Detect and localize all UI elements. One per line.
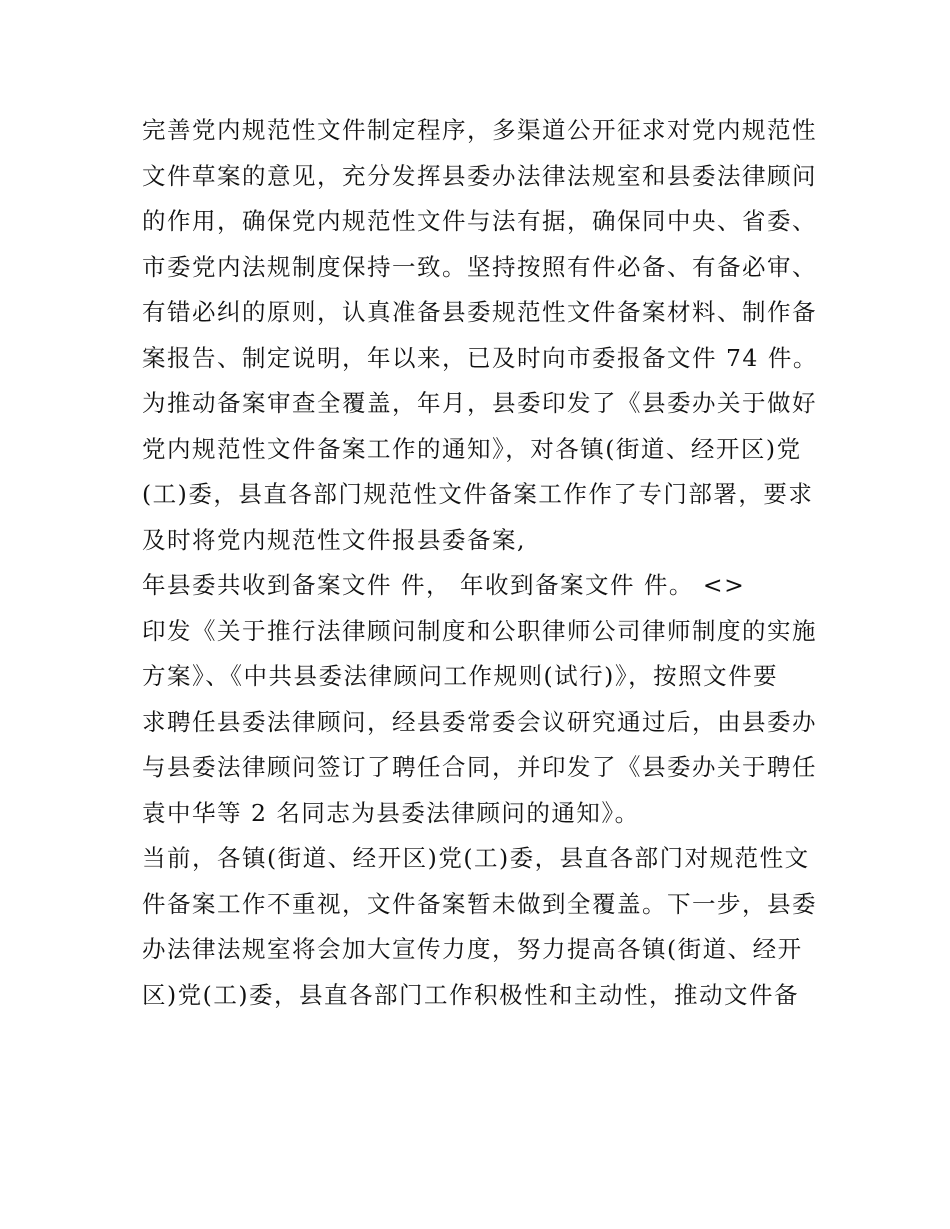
text-line: 有错必纠的原则，认真准备县委规范性文件备案材料、制作备	[142, 298, 817, 326]
text-line: 办法律法规室将会加大宣传力度，努力提高各镇(街道、经开	[142, 935, 803, 963]
text-line: 党内规范性文件备案工作的通知》，对各镇(街道、经开区)党	[142, 434, 802, 463]
text-line: 市委党内法规制度保持一致。坚持按照有件必备、有备必审、	[142, 252, 817, 281]
text-line: 与县委法律顾问签订了聘任合同，并印发了《县委办关于聘任	[142, 753, 817, 781]
text-line: 的作用，确保党内规范性文件与法有据，确保同中央、省委、	[142, 207, 817, 235]
body-text	[142, 108, 822, 1018]
text-line: 区)党(工)委，县直各部门工作积极性和主动性，推动文件备	[142, 980, 800, 1009]
text-line: (工)委，县直各部门规范性文件备案工作作了专门部署，要求	[142, 480, 814, 508]
text-line: 案报告、制定说明，年以来，已及时向市委报备文件 74 件。	[142, 343, 818, 372]
text-line: 为推动备案审查全覆盖，年月，县委印发了《县委办关于做好	[142, 389, 817, 417]
text-line: 当前，各镇(街道、经开区)党(工)委，县直各部门对规范性文	[142, 844, 810, 872]
text-line: 及时将党内规范性文件报县委备案,	[142, 525, 526, 554]
text-line: 袁中华等 2 名同志为县委法律顾问的通知》。	[142, 798, 640, 827]
text-line: 文件草案的意见，充分发挥县委办法律法规室和县委法律顾问	[142, 161, 817, 190]
text-line: 印发《关于推行法律顾问制度和公职律师公司律师制度的实施	[142, 616, 817, 645]
text-line: 年县委共收到备案文件 件， 年收到备案文件 件。 <>	[142, 571, 746, 599]
text-line: 完善党内规范性文件制定程序，多渠道公开征求对党内规范性	[142, 116, 817, 144]
text-line: 件备案工作不重视，文件备案暂未做到全覆盖。下一步，县委	[142, 889, 817, 918]
text-line: 方案》、《中共县委法律顾问工作规则(试行)》，按照文件要	[142, 662, 779, 690]
text-line: 求聘任县委法律顾问，经县委常委会议研究通过后，由县委办	[142, 707, 817, 736]
